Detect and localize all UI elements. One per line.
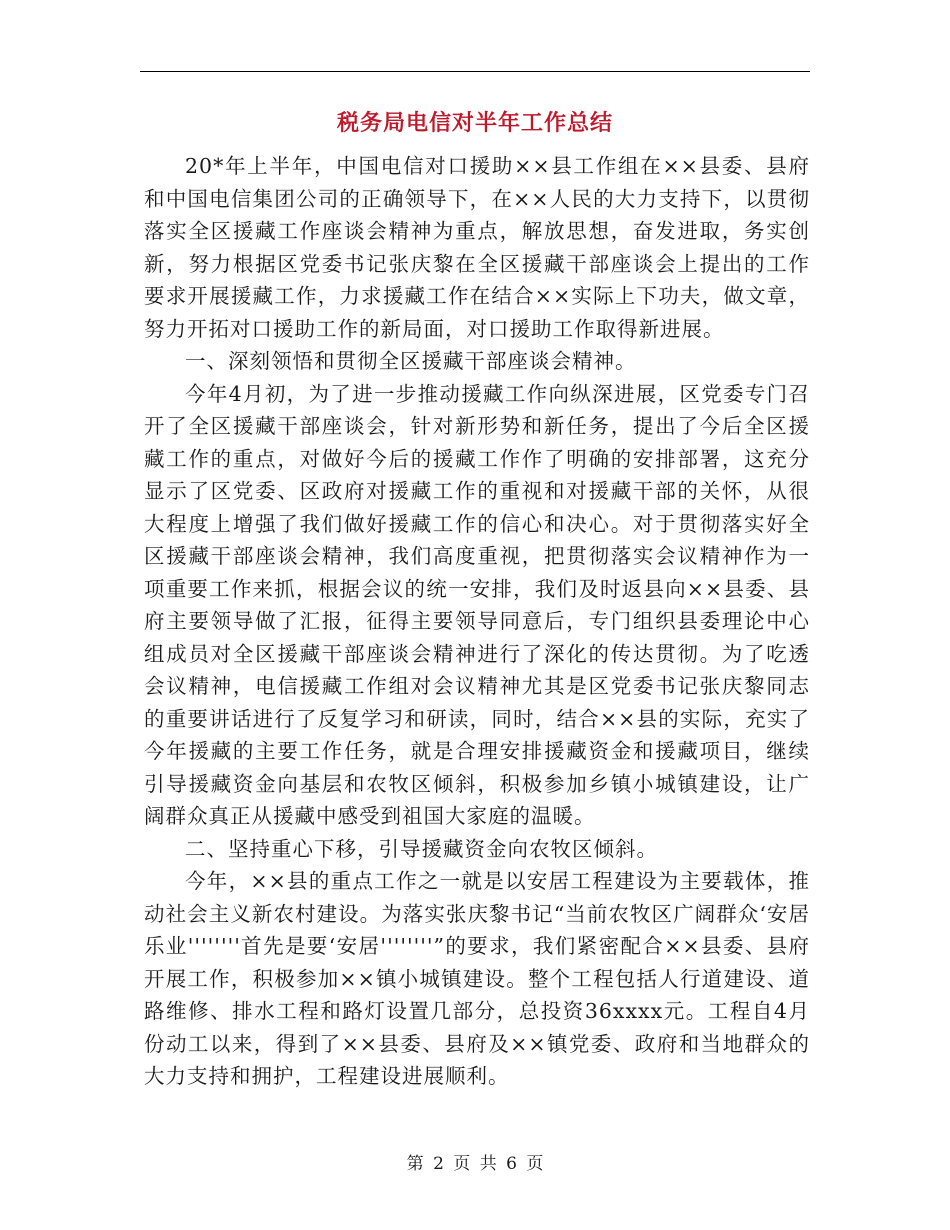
- section-heading-2: 二、坚持重心下移，引导援藏资金向农牧区倾斜。: [185, 836, 658, 861]
- header-rule: [140, 71, 810, 72]
- paragraph-section-2: 今年，××县的重点工作之一就是以安居工程建设为主要载体，推动社会主义新农村建设。为落实张庆黎书记“当前农牧区广阔群众‘安居乐业''''''''首先是要‘安居''''''''”的要求，我们紧密配合××县委、县府开展工作，积极参加××镇小城镇建设。整个工程包括人行道建设、道路维修、排水工程和路灯设置几部分，总投资36xxxx元。工程自4月份动工以来，得到了××县委、县府及××镇党委、政府和当地群众的大力支持和拥护，工程建设进展顺利。: [144, 869, 810, 1088]
- page-number-footer: 第 2 页 共 6 页: [406, 1154, 544, 1174]
- paragraph-intro: 20*年上半年，中国电信对口援助××县工作组在××县委、县府和中国电信集团公司的正确领导下，在××人民的大力支持下，以贯彻落实全区援藏工作座谈会精神为重点，解放思想，奋发进取，务实创新，努力根据区党委书记张庆黎在全区援藏干部座谈会上提出的工作要求开展援藏工作，力求援藏工作在结合××实际上下功夫，做文章，努力开拓对口援助工作的新局面，对口援助工作取得新进展。: [144, 154, 810, 341]
- section-heading-1: 一、深刻领悟和贯彻全区援藏干部座谈会精神。: [185, 349, 637, 373]
- document-body: [144, 150, 810, 1093]
- document-title: 税务局电信对半年工作总结: [336, 111, 613, 136]
- paragraph-section-1: 今年4月初，为了进一步推动援藏工作向纵深进展，区党委专门召开了全区援藏干部座谈会，针对新形势和新任务，提出了今后全区援藏工作的重点，对做好今后的援藏工作作了明确的安排部署，这充分显示了区党委、区政府对援藏工作的重视和对援藏干部的关怀，从很大程度上增强了我们做好援藏工作的信心和决心。对于贯彻落实好全区援藏干部座谈会精神，我们高度重视，把贯彻落实会议精神作为一项重要工作来抓，根据会议的统一安排，我们及时返县向××县委、县府主要领导做了汇报，征得主要领导同意后，专门组织县委理论中心组成员对全区援藏干部座谈会精神进行了深化的传达贯彻。为了吃透会议精神，电信援藏工作组对会议精神尤其是区党委书记张庆黎同志的重要讲话进行了反复学习和研读，同时，结合××县的实际，充实了今年援藏的主要工作任务，就是合理安排援藏资金和援藏项目，继续引导援藏资金向基层和农牧区倾斜，积极参加乡镇小城镇建设，让广阔群众真正从援藏中感受到祖国大家庭的温暖。: [144, 381, 810, 828]
